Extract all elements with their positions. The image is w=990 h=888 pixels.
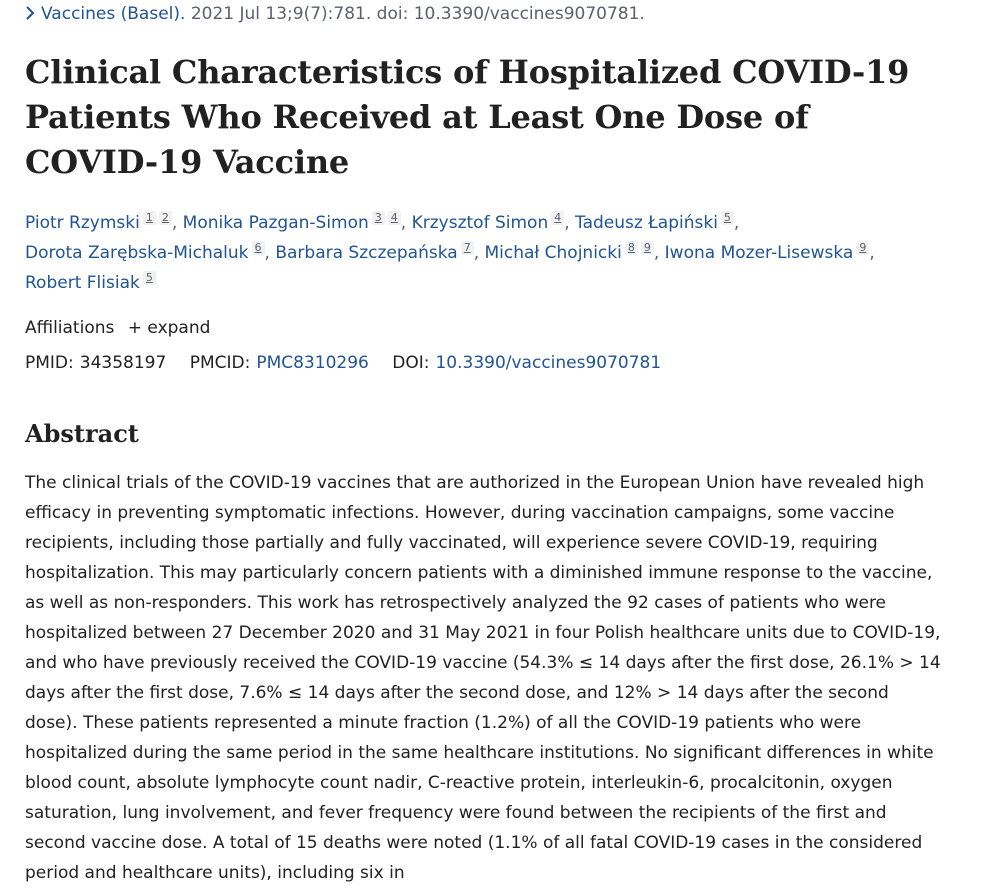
expand-button[interactable] <box>128 318 211 338</box>
author-link[interactable]: Monika Pazgan-Simon <box>182 213 369 233</box>
author-link[interactable]: Barbara Szczepańska <box>275 243 458 263</box>
pmcid-label: PMCID: <box>189 353 251 373</box>
abstract-text: The clinical trials of the COVID-19 vaccines that are authorized in the European Union have revealed high efficacy in preventing symptomatic infections. However, during vaccination campaigns, some vaccine recipients, including those partially and fully vaccinated, will experience severe COVID-19, requiring hospitalization. This may particularly concern patients with a diminished immune response to the vaccine, as well as non-responders. This work has retrospectively analyzed the 92 cases of patients who were hospitalized between 27 December 2020 and 31 May 2021 in four Polish healthcare units due to COVID-19, and who have previously received the COVID-19 vaccine (54.3% ≤ 14 days after the first dose, 26.1% > 14 days after the first dose, 7.6% ≤ 14 days after the second dose, and 12% > 14 days after the second dose). These patients represented a minute fraction (1.2%) of all the COVID-19 patients who were hospitalized during the same period in the same healthcare institutions. No significant differences in white blood count, absolute lymphocyte count nadir, C-reactive protein, interleukin-6, procalcitonin, oxygen saturation, lung involvement, and fever frequency were found between the recipients of the first and second vaccine dose. A total of 15 deaths were noted (1.1% of all fatal COVID-19 cases in the considered period and healthcare units), including six in <box>25 473 941 883</box>
affiliations-label: Affiliations <box>25 318 115 338</box>
affiliation-ref[interactable]: 5 <box>143 271 156 285</box>
doi-link[interactable]: 10.3390/vaccines9070781 <box>435 353 662 373</box>
affiliation-ref[interactable]: 4 <box>551 211 564 225</box>
affiliations-toggle[interactable] <box>25 316 210 340</box>
affiliation-ref[interactable]: 3 <box>372 211 385 225</box>
author-link[interactable]: Robert Flisiak <box>25 273 140 293</box>
author-link[interactable]: Krzysztof Simon <box>411 213 549 233</box>
affiliation-ref[interactable]: 6 <box>252 241 265 255</box>
expand-label: expand <box>147 318 211 338</box>
author-link[interactable]: Piotr Rzymski <box>25 213 140 233</box>
affiliation-ref[interactable]: 7 <box>461 241 474 255</box>
abstract-heading: Abstract <box>25 419 139 448</box>
affiliation-ref[interactable]: 1 <box>143 211 156 225</box>
pmid-label: PMID: <box>25 353 74 373</box>
article-title: Clinical Characteristics of Hospitalized COVID-19 Patients Who Received at Least One Dose of COVID-19 Vaccine <box>25 53 910 181</box>
affiliation-ref[interactable]: 4 <box>388 211 401 225</box>
affiliation-ref[interactable]: 2 <box>159 211 172 225</box>
affiliation-ref[interactable]: 8 <box>625 241 638 255</box>
affiliation-ref[interactable]: 5 <box>721 211 734 225</box>
doi-label: DOI: <box>392 353 430 373</box>
author-link[interactable]: Iwona Mozer-Lisewska <box>664 243 854 263</box>
citation-details: 2021 Jul 13;9(7):781. doi: 10.3390/vaccines9070781. <box>190 4 645 24</box>
affiliation-ref[interactable]: 9 <box>856 241 869 255</box>
pmid-value: 34358197 <box>79 353 167 373</box>
author-list: Piotr Rzymski 1 2 , Monika Pazgan-Simon 3 4 , Krzysztof Simon 4 , Tadeusz Łapiński 5 , Dorota Zarębska-Michaluk 6 , Barbara Szczepańska 7 , Michał Chojnicki 8 9 , Iwona Mozer-Lisewska 9 , Robert Flisiak 5 <box>25 211 875 293</box>
affiliation-ref[interactable]: 9 <box>641 241 654 255</box>
plus-icon: + <box>127 318 143 338</box>
citation-line <box>25 2 645 26</box>
chevron-right-icon[interactable] <box>25 2 41 26</box>
journal-link[interactable]: Vaccines (Basel). <box>41 4 186 24</box>
author-link[interactable]: Tadeusz Łapiński <box>575 213 718 233</box>
pmcid-link[interactable]: PMC8310296 <box>256 353 369 373</box>
identifiers <box>25 351 679 375</box>
author-link[interactable]: Dorota Zarębska-Michaluk <box>25 243 249 263</box>
author-link[interactable]: Michał Chojnicki <box>484 243 622 263</box>
